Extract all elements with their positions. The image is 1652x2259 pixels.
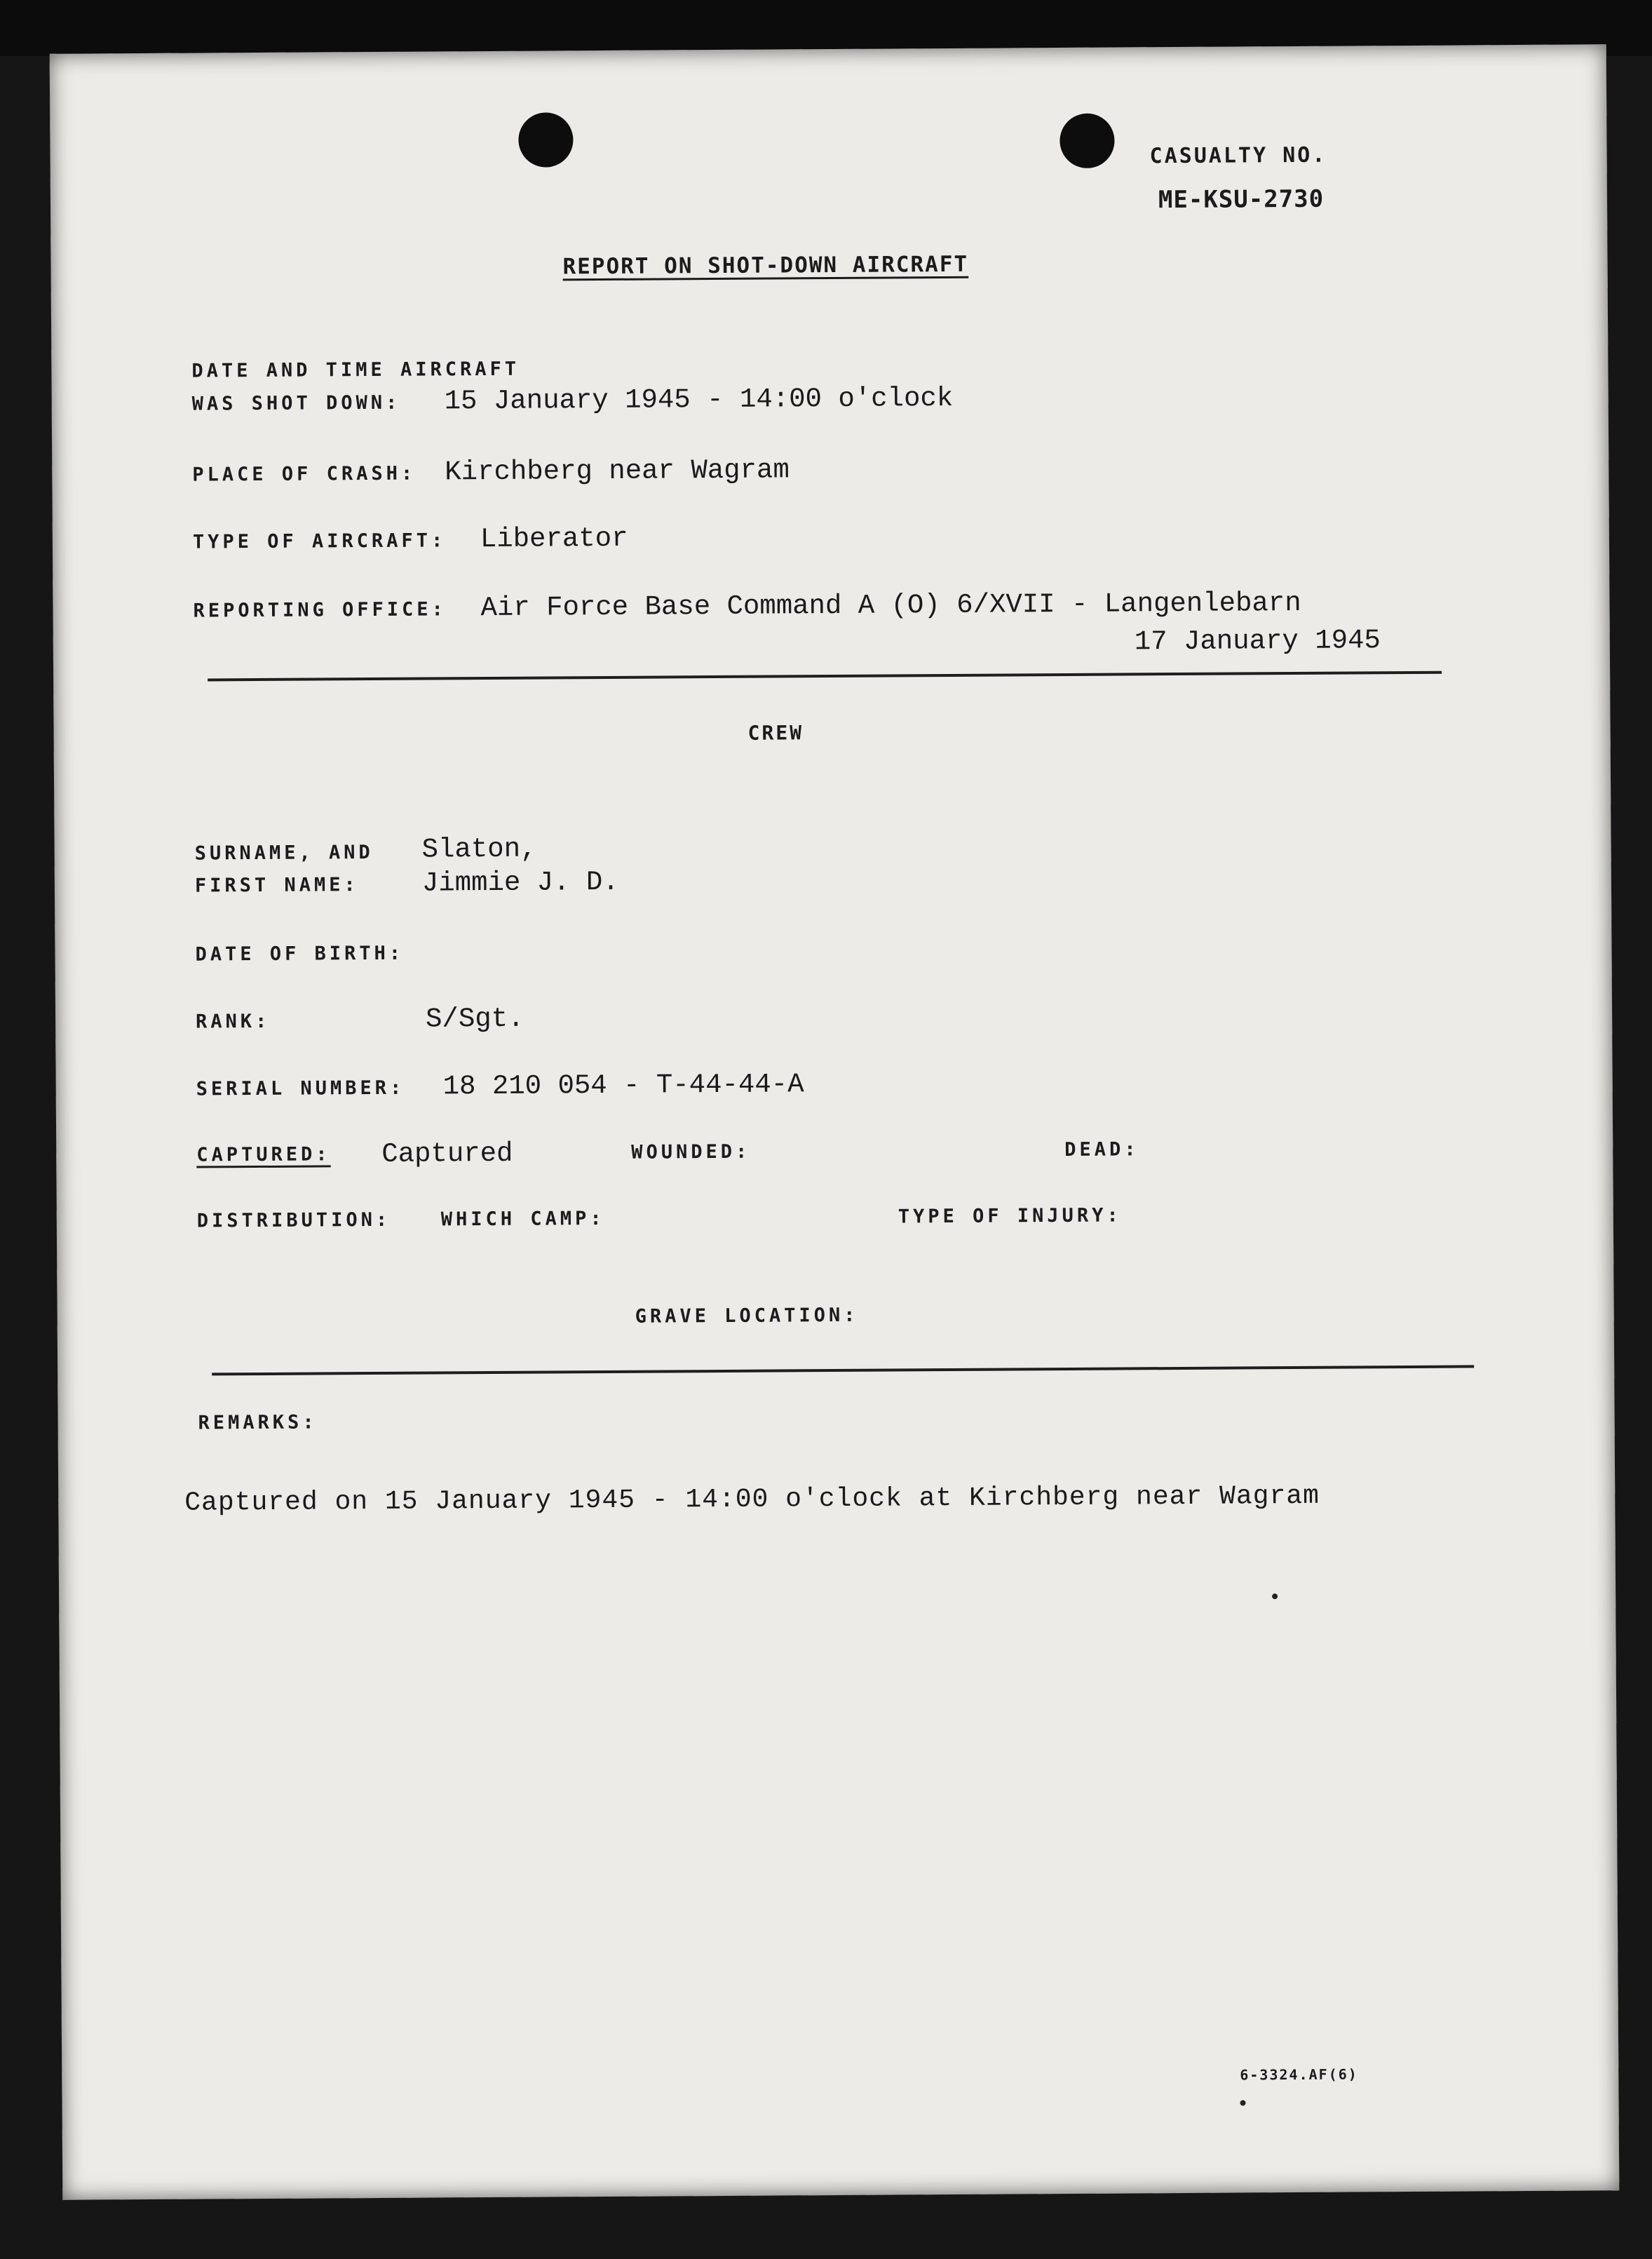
remarks-label: REMARKS: xyxy=(198,1411,318,1434)
casualty-label: CASUALTY NO. xyxy=(1149,142,1327,169)
distribution-label: DISTRIBUTION: xyxy=(196,1208,391,1232)
divider-bottom xyxy=(212,1365,1474,1375)
surname-value: Slaton, xyxy=(421,833,537,865)
reporting-office-value: Air Force Base Command A (O) 6/XVII - Langenlebarn xyxy=(480,587,1301,624)
aircraft-type-value: Liberator xyxy=(480,522,628,555)
dead-label: DEAD: xyxy=(1064,1138,1139,1161)
reporting-office-label: REPORTING OFFICE: xyxy=(193,598,447,622)
first-name-value: Jimmie J. D. xyxy=(421,866,619,899)
shot-down-label-line2: WAS SHOT DOWN: xyxy=(191,391,401,415)
form-code: 6-3324.AF(6) xyxy=(1240,2065,1358,2084)
ink-speck xyxy=(1272,1593,1278,1599)
shot-down-label-line1: DATE AND TIME AIRCRAFT xyxy=(191,358,520,382)
wounded-label: WOUNDED: xyxy=(631,1140,751,1164)
captured-value: Captured xyxy=(381,1138,513,1170)
crash-place-value: Kirchberg near Wagram xyxy=(445,454,790,488)
remarks-text: Captured on 15 January 1945 - 14:00 o'clock at Kirchberg near Wagram xyxy=(184,1481,1320,1518)
casualty-number: ME-KSU-2730 xyxy=(1158,184,1325,215)
document-page xyxy=(50,44,1620,2200)
captured-label: CAPTURED: xyxy=(196,1143,331,1166)
aircraft-type-label: TYPE OF AIRCRAFT: xyxy=(192,530,447,553)
punch-hole-right xyxy=(1059,114,1114,168)
grave-location-label: GRAVE LOCATION: xyxy=(635,1304,859,1328)
crash-place-label: PLACE OF CRASH: xyxy=(192,462,417,486)
rank-value: S/Sgt. xyxy=(425,1003,524,1035)
ink-speck xyxy=(1240,2100,1246,2105)
crew-heading: CREW xyxy=(747,721,804,745)
type-of-injury-label: TYPE OF INJURY: xyxy=(898,1204,1122,1228)
reporting-office-date: 17 January 1945 xyxy=(1134,625,1381,658)
divider-top xyxy=(208,671,1442,682)
rank-label: RANK: xyxy=(196,1010,271,1033)
which-camp-label: WHICH CAMP: xyxy=(440,1208,605,1231)
report-title: REPORT ON SHOT-DOWN AIRCRAFT xyxy=(562,251,969,280)
serial-number-label: SERIAL NUMBER: xyxy=(196,1077,405,1100)
punch-hole-left xyxy=(518,112,573,167)
surname-label-line1: SURNAME, AND xyxy=(194,842,374,865)
surname-label-line2: FIRST NAME: xyxy=(194,874,359,897)
date-of-birth-label: DATE OF BIRTH: xyxy=(195,942,405,966)
serial-number-value: 18 210 054 - T-44-44-A xyxy=(442,1069,804,1102)
shot-down-value: 15 January 1945 - 14:00 o'clock xyxy=(444,382,954,417)
